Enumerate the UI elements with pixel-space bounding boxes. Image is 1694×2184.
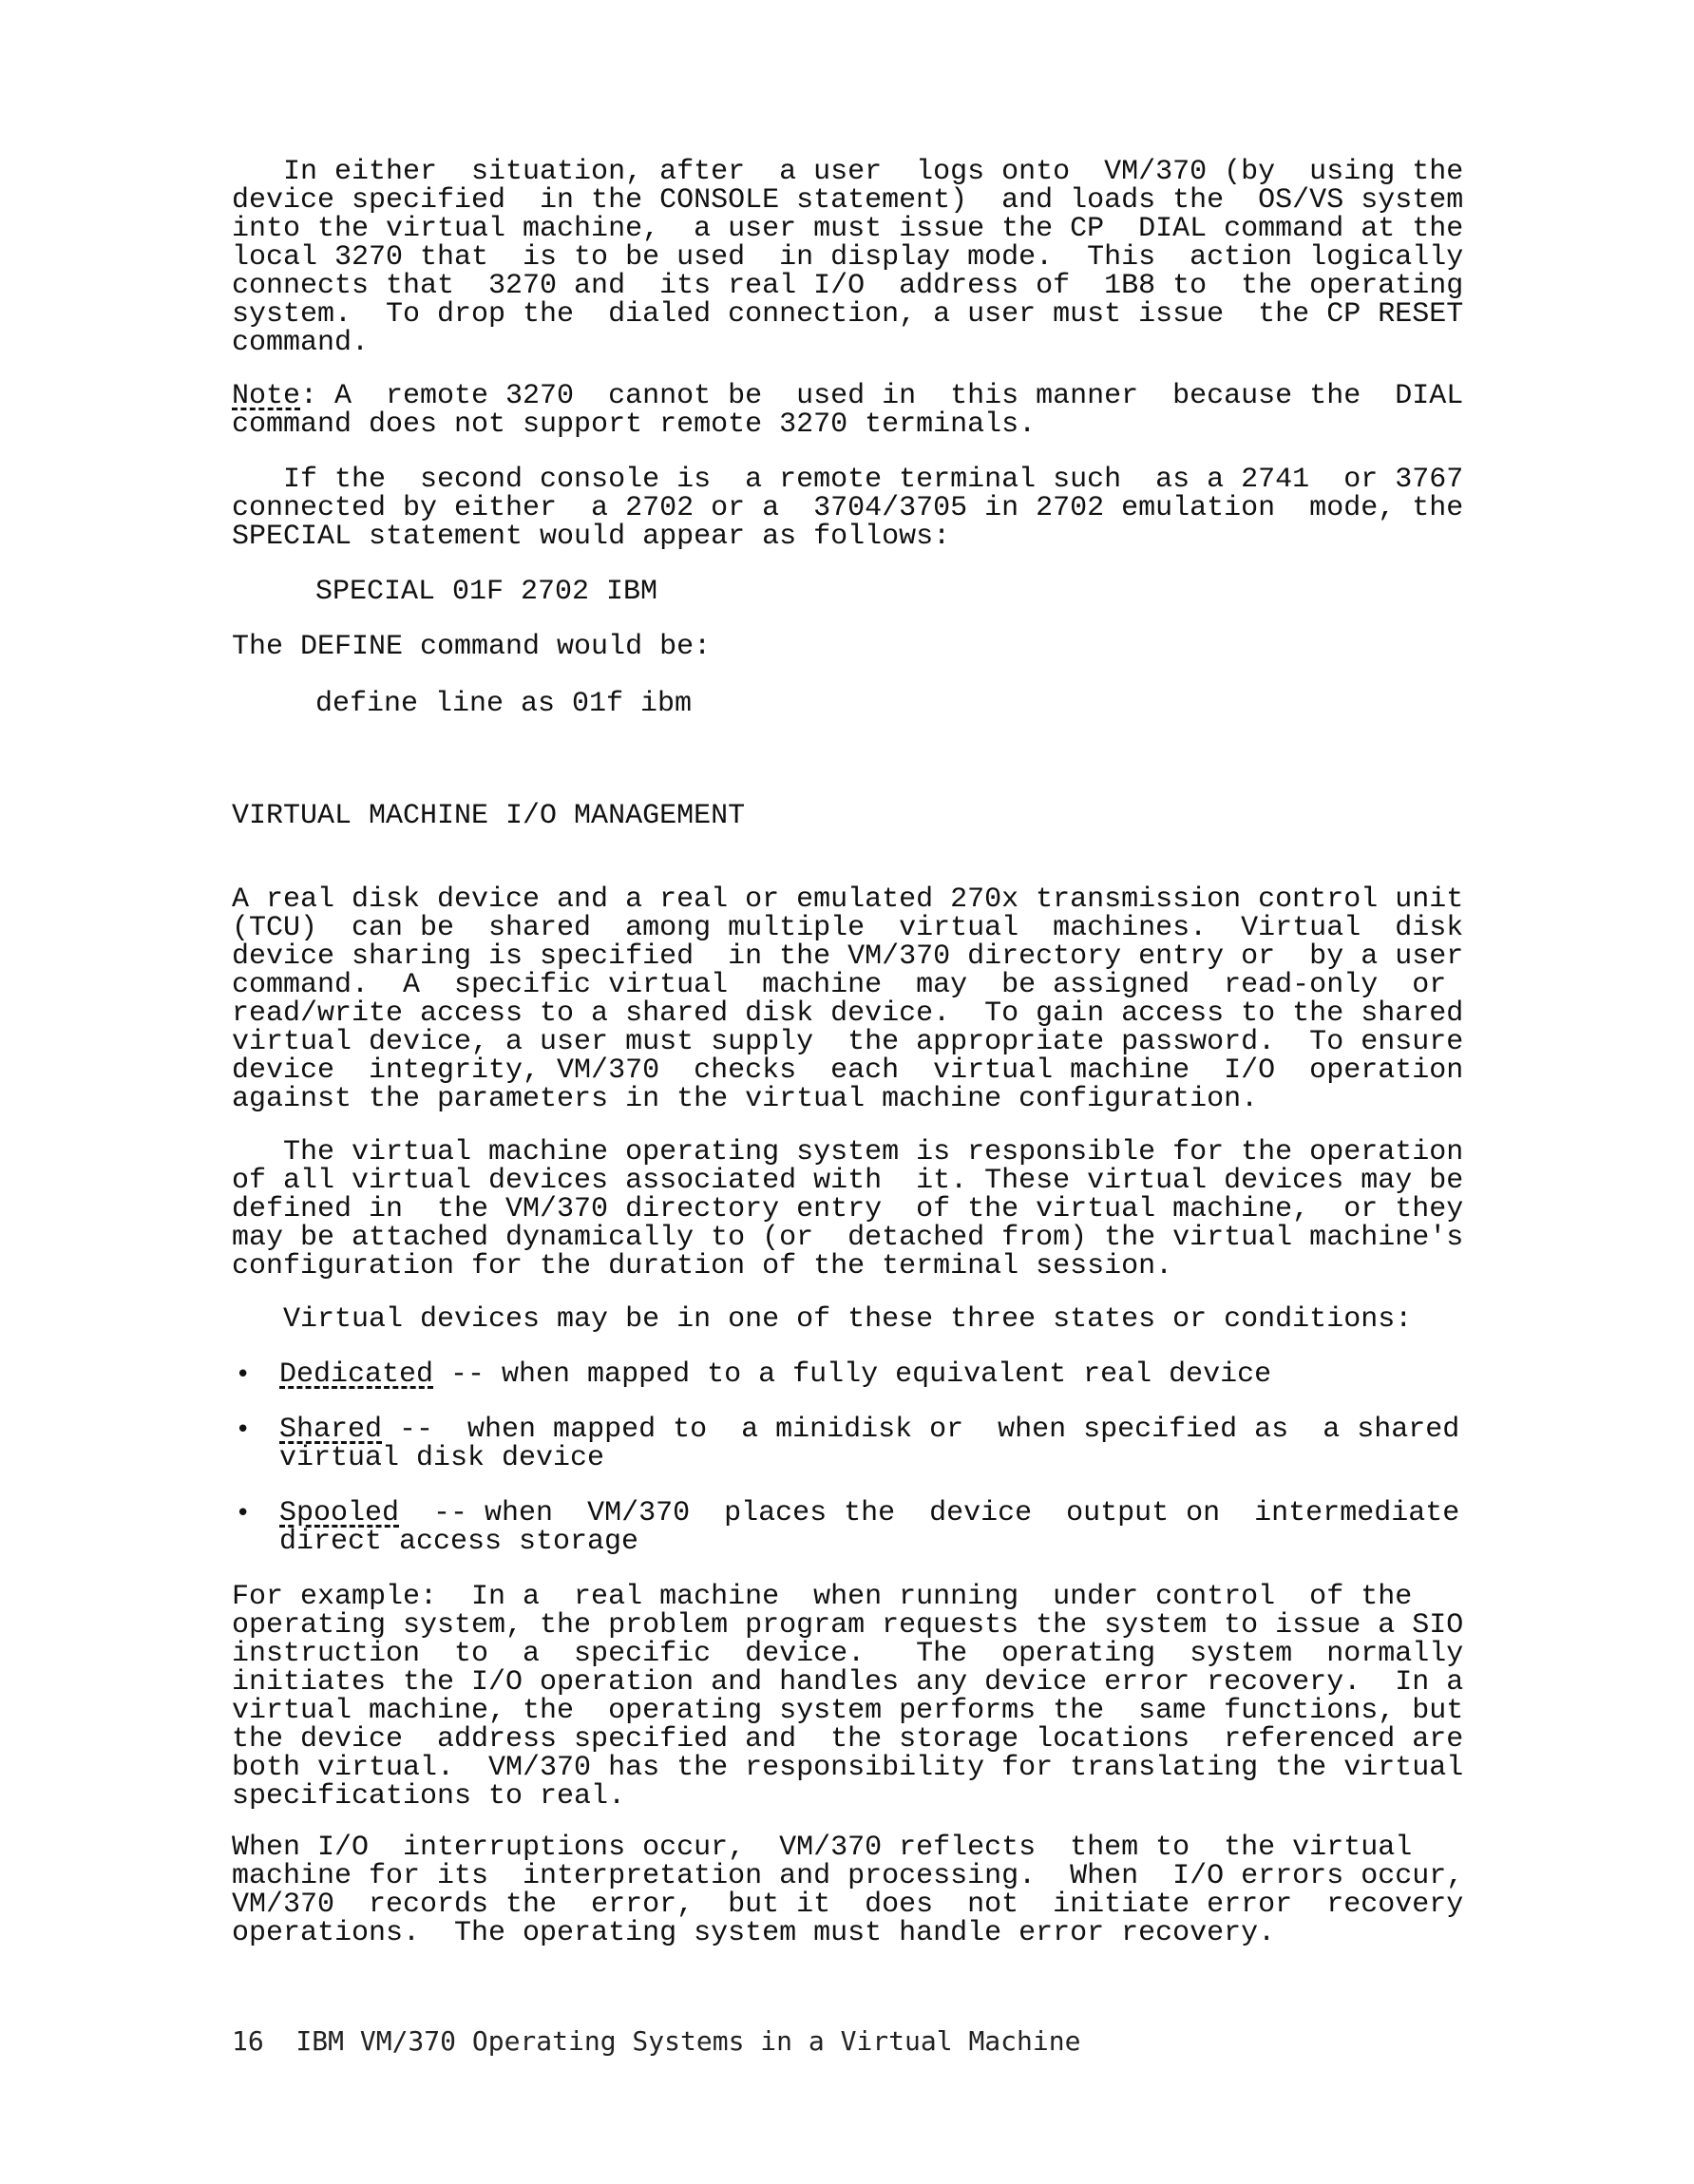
note-label: Note [232,380,301,412]
code-define-command: define line as 01f ibm [315,688,693,720]
paragraph-device-states: Virtual devices may be in one of these three states or conditions: [232,1303,1413,1336]
term-dedicated: Dedicated [279,1358,434,1391]
term-shared: Shared [279,1414,383,1446]
term-shared-description: -- when mapped to a minidisk or when specified as a shared virtual disk device [279,1414,1460,1474]
section-heading: VIRTUAL MACHINE I/O MANAGEMENT [232,800,746,832]
note-text: : A remote 3270 cannot be used in this manner because the DIAL command does not support remote 3270 terminals. [232,380,1464,441]
define-intro-text: The DEFINE command would be: [232,631,712,663]
note-remote-3270 [232,380,1464,441]
term-spooled-description: -- when VM/370 places the device output on intermediate direct access storage [279,1497,1460,1558]
page-footer: 16 IBM VM/370 Operating Systems in a Virtual Machine [232,2025,1081,2057]
paragraph-dial-console: In either situation, after a user logs onto VM/370 (by using the device specified in the CONSOLE statement) and loads the OS/VS system into the virtual machine, a user must issue the CP DIAL command at the local 3270 that is to be used in display mode. This action logically connects that 3270 and its real I/O address of 1B8 to the operating system. To drop the dialed connection, a user must issue the CP RESET command. [232,156,1464,359]
term-dedicated-description: -- when mapped to a fully equivalent real device [433,1358,1272,1391]
paragraph-interruptions: When I/O interruptions occur, VM/370 reflects them to the virtual machine for its interpretation and processing. When I/O errors occur, VM/370 records the error, but it does not initiate error recovery operations. The operating system must handle error recovery. [232,1832,1464,1949]
list-item-dedicated [279,1360,1271,1389]
paragraph-second-console: If the second console is a remote terminal such as a 2741 or 3767 connected by either a 2702 or a 3704/3705 in 2702 emulation mode, the SPECIAL statement would appear as follows: [232,464,1464,553]
list-item-spooled [279,1499,1459,1556]
bullet-dot-icon: • [236,1360,251,1389]
term-spooled: Spooled [279,1497,400,1529]
code-special-statement: SPECIAL 01F 2702 IBM [315,576,658,608]
paragraph-virtual-devices: The virtual machine operating system is responsible for the operation of all virtual devices associated with it. These virtual devices may be defined in the VM/370 directory entry of the virtual machine, or they may be attached dynamically to (or detached from) the virtual machine's configuration for the duration of the terminal session. [232,1136,1464,1282]
bullet-dot-icon: • [236,1415,251,1444]
bullet-dot-icon: • [236,1499,251,1528]
paragraph-example: For example: In a real machine when running under control of the operating system, the problem program requests the system to issue a SIO instruction to a specific device. The operating system normally initiates the I/O operation and handles any device error recovery. In a virtual machine, the operating system performs the same functions, but the device address specified and the storage locations referenced are both virtual. VM/370 has the responsibility for translating the virtual specifications to real. [232,1581,1464,1813]
list-item-shared [279,1415,1459,1472]
paragraph-disk-sharing: A real disk device and a real or emulated 270x transmission control unit (TCU) can be shared among multiple virtual machines. Virtual disk device sharing is specified in the VM/370 directory entry or by a user command. A specific virtual machine may be assigned read-only or read/write access to a shared disk device. To gain access to the shared virtual device, a user must supply the appropriate password. To ensure device integrity, VM/370 checks each virtual machine I/O operation against the parameters in the virtual machine configuration. [232,883,1464,1115]
